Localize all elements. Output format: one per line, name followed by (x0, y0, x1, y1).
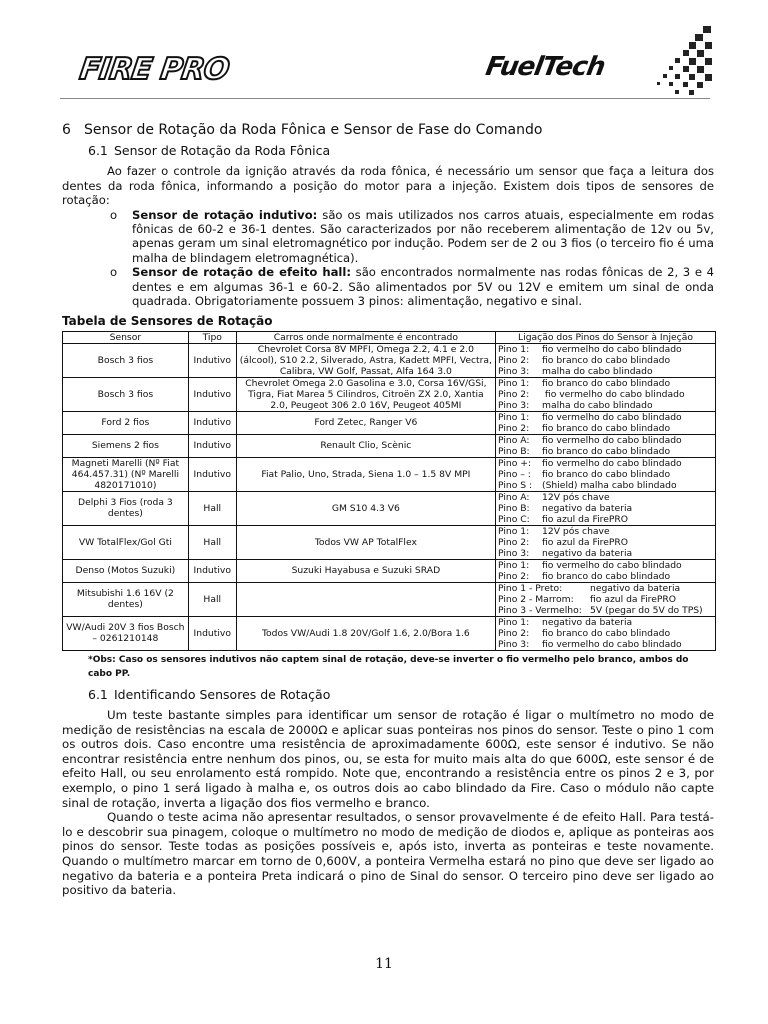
pin-label: Pino 2: (498, 354, 530, 366)
pin-connection: fio azul da FirePRO (542, 536, 629, 548)
sensor-cell: VW TotalFlex/Gol Gti (63, 525, 189, 559)
sensor-cell: Denso (Motos Suzuki) (63, 559, 189, 582)
pin-connection: fio branco do cabo blindado (542, 627, 671, 639)
pin-label: Pino C: (498, 513, 530, 525)
pin-line (498, 400, 713, 411)
pin-line (498, 480, 713, 491)
pin-label: Pino A: (498, 491, 530, 503)
document-body (62, 120, 714, 898)
header-divider (60, 98, 710, 99)
pin-line (498, 435, 713, 446)
subsection-heading-2: 6.1 Identificando Sensores de Rotação (88, 686, 331, 702)
pin-connection: (Shield) malha cabo blindado (542, 479, 677, 491)
cars-cell: Fiat Palio, Uno, Strada, Siena 1.0 – 1.5 8V MPI (236, 457, 495, 491)
pin-connection: negativo da bateria (542, 502, 633, 514)
page-header (0, 0, 768, 110)
pin-connection: fio branco do cabo blindado (542, 445, 671, 457)
pin-line (498, 412, 713, 423)
pin-connection: fio branco do cabo blindado (542, 422, 671, 434)
pin-label: Pino 1: (498, 525, 530, 537)
pin-connection: fio azul da FirePRO (542, 513, 629, 525)
pin-connection: negativo da bateria (542, 547, 633, 559)
pin-label: Pino 1: (498, 559, 530, 571)
pins-cell (496, 559, 716, 582)
pins-cell (496, 434, 716, 457)
pin-line (498, 548, 713, 559)
type-cell: Indutivo (188, 377, 236, 411)
type-cell: Hall (188, 525, 236, 559)
cars-cell: GM S10 4.3 V6 (236, 491, 495, 525)
pin-connection: negativo da bateria (590, 582, 681, 594)
cars-cell: Suzuki Hayabusa e Suzuki SRAD (236, 559, 495, 582)
pin-label: Pino 2: (498, 570, 530, 582)
pins-cell (496, 411, 716, 434)
pin-label: Pino 3: (498, 638, 530, 650)
pin-connection: fio vermelho do cabo blindado (542, 434, 682, 446)
pin-line (498, 560, 713, 571)
checkered-flag-icon (645, 22, 715, 98)
pin-line (498, 639, 713, 650)
pins-cell (496, 525, 716, 559)
pin-connection: fio branco do cabo blindado (542, 377, 671, 389)
pin-line (498, 423, 713, 434)
pins-cell (496, 457, 716, 491)
column-header: Carros onde normalmente é encontrado (236, 331, 495, 343)
pin-label: Pino 2: (498, 627, 530, 639)
pins-cell (496, 616, 716, 650)
pin-line (498, 514, 713, 525)
pin-line (498, 378, 713, 389)
pin-connection: fio vermelho do cabo blindado (542, 343, 682, 355)
pin-connection: fio vermelho do cabo blindado (542, 411, 682, 423)
table-row (63, 457, 716, 491)
pin-connection: 12V pós chave (542, 525, 610, 537)
sensor-cell: VW/Audi 20V 3 fios Bosch – 0261210148 (63, 616, 189, 650)
page-number: 11 (375, 956, 393, 972)
table-row (63, 343, 716, 377)
table-row (63, 377, 716, 411)
cars-cell: Renault Clio, Scènic (236, 434, 495, 457)
type-cell: Indutivo (188, 559, 236, 582)
table-row (63, 491, 716, 525)
type-cell: Indutivo (188, 343, 236, 377)
pin-line (498, 458, 713, 469)
section-heading: 6 Sensor de Rotação da Roda Fônica e Sensor de Fase do Comando (62, 122, 543, 138)
table-header-row (63, 331, 716, 343)
table-row (63, 434, 716, 457)
pin-line (498, 446, 713, 457)
subsection-heading-1: 6.1 Sensor de Rotação da Roda Fônica (88, 143, 331, 158)
sensor-cell: Bosch 3 fios (63, 377, 189, 411)
pin-label: Pino 2: (498, 422, 530, 434)
pins-cell (496, 343, 716, 377)
pin-line (498, 628, 713, 639)
pin-label: Pino 1: (498, 616, 530, 628)
pin-line (498, 344, 713, 355)
pin-label: Pino 1 - Preto: (498, 582, 563, 594)
type-cell: Indutivo (188, 411, 236, 434)
type-cell: Indutivo (188, 434, 236, 457)
pin-connection: negativo da bateria (542, 616, 633, 628)
pin-line (498, 583, 713, 594)
pin-connection: fio branco do cabo blindado (542, 468, 671, 480)
sensor-cell: Mitsubishi 1.6 16V (2 dentes) (63, 582, 189, 616)
pin-label: Pino S : (498, 479, 533, 491)
table-row (63, 525, 716, 559)
pin-label: Pino 1: (498, 411, 530, 423)
pin-connection: fio azul da FirePRO (590, 593, 677, 605)
cars-cell: Ford Zetec, Ranger V6 (236, 411, 495, 434)
sensor-type-list (62, 208, 714, 309)
pin-label: Pino 3: (498, 399, 530, 411)
cars-cell (236, 582, 495, 616)
pin-line (498, 492, 713, 503)
pin-line (498, 526, 713, 537)
pin-label: Pino A: (498, 434, 530, 446)
paragraph: Quando o teste acima não apresentar resultados, o sensor provavelmente é de efeito Hall. Para testá-lo e descobrir sua pinagem, coloque o multímetro no modo de medição de diodos e, aplique as ponteiras aos pinos do sensor. Teste todas as posições possíveis e, após isto, inverta as ponteiras e teste novamente. Quando o multímetro marcar em torno de 0,600V, a ponteira Vermelha estará no pino que deve ser ligado ao negativo da bateria e a ponteira Preta indicará o pino de Sinal do sensor. O terceiro pino deve ser ligado ao positivo da bateria. (62, 810, 714, 898)
pin-connection: fio vermelho do cabo blindado (542, 559, 682, 571)
type-cell: Indutivo (188, 457, 236, 491)
table-row (63, 411, 716, 434)
pin-label: Pino 1: (498, 377, 530, 389)
pin-label: Pino B: (498, 502, 530, 514)
pin-connection: 12V pós chave (542, 491, 610, 503)
pin-line (498, 617, 713, 628)
list-item: o Sensor de rotação indutivo: são os mais utilizados nos carros atuais, especialmente em rodas fônicas de 60-2 e 36-1 dentes. São caracterizados por não receberem alimentação de 12v ou 5v, apenas geram um sinal eletromagnético por indução. Podem ser de 2 ou 3 fios (o terceiro fio é uma malha de blindagem eletromagnética). (110, 207, 714, 265)
pin-connection: malha do cabo blindado (542, 399, 653, 411)
pins-cell (496, 377, 716, 411)
pin-label: Pino – : (498, 468, 531, 480)
pin-line (498, 366, 713, 377)
pin-line (498, 605, 713, 616)
sensor-cell: Delphi 3 Fios (roda 3 dentes) (63, 491, 189, 525)
sensor-cell: Siemens 2 fios (63, 434, 189, 457)
pin-line (498, 571, 713, 582)
list-item: o Sensor de rotação de efeito hall: são encontrados normalmente nas rodas fônicas de 2, 3 e 4 dentes e em algumas 36-1 e 60-2. São alimentados por 5V ou 12V e emitem um sinal de onda quadrada. Obrigatoriamente possuem 3 pinos: alimentação, negativo e sinal. (110, 265, 714, 309)
pins-cell (496, 491, 716, 525)
cars-cell: Todos VW AP TotalFlex (236, 525, 495, 559)
pin-connection: fio branco do cabo blindado (542, 354, 671, 366)
pin-line (498, 355, 713, 366)
pin-label: Pino 3 - Vermelho: (498, 604, 582, 616)
table-note: *Obs: Caso os sensores indutivos não captem sinal de rotação, deve-se inverter o fio vermelho pelo branco, ambos do cabo PP. (88, 654, 689, 680)
pin-connection: malha do cabo blindado (542, 365, 653, 377)
pin-connection: fio branco do cabo blindado (542, 570, 671, 582)
pin-line (498, 389, 713, 400)
pin-label: Pino 2: (498, 388, 530, 400)
pin-label: Pino +: (498, 457, 532, 469)
pins-cell (496, 582, 716, 616)
pin-label: Pino 2 - Marrom: (498, 593, 574, 605)
table-title: Tabela de Sensores de Rotação (62, 314, 273, 329)
cars-cell: Chevrolet Corsa 8V MPFI, Omega 2.2, 4.1 e 2.0 (álcool), S10 2.2, Silverado, Astra, Kadett MPFI, Vectra, Calibra, VW Golf, Passat, Alfa 164 3.0 (236, 343, 495, 377)
fueltech-logo: FuelTech (483, 52, 607, 82)
type-cell: Indutivo (188, 616, 236, 650)
sensor-table (62, 331, 716, 651)
sensor-cell: Bosch 3 fios (63, 343, 189, 377)
pin-line (498, 594, 713, 605)
pin-label: Pino 1: (498, 343, 530, 355)
column-header: Sensor (63, 331, 189, 343)
column-header: Tipo (188, 331, 236, 343)
column-header: Ligação dos Pinos do Sensor à Injeção (496, 331, 716, 343)
paragraph: Um teste bastante simples para identificar um sensor de rotação é ligar o multímetro no modo de medição de resistências na escala de 2000Ω e aplicar suas ponteiras nos pinos do sensor. Teste o pino 1 com os outros dois. Caso encontre uma resistência de aproximadamente 600Ω, este sensor é indutivo. Se não encontrar resistência entre nenhum dos pinos, ou, se esta for muito mais alta do que 600Ω, este sensor é de efeito Hall, ou seu enrolamento está rompido. Note que, encontrando a resistência entre os pinos 2 e 3, por exemplo, o pino 1 será ligado à malha e, os outros dois ao cabo blindado da Fire. Caso o módulo não capte sinal de rotação, inverta a ligação dos fios vermelho e branco. (62, 708, 714, 810)
sensor-cell: Ford 2 fios (63, 411, 189, 434)
table-row (63, 582, 716, 616)
pin-connection: fio vermelho do cabo blindado (542, 457, 682, 469)
pin-label: Pino 3: (498, 365, 530, 377)
pin-line (498, 469, 713, 480)
table-row (63, 559, 716, 582)
intro-paragraph: Ao fazer o controle da ignição através da roda fônica, é necessário um sensor que faça a leitura dos dentes da roda fônica, informando a posição do motor para a injeção. Existem dois tipos de sensores de rotação: (62, 164, 714, 208)
pin-line (498, 503, 713, 514)
table-row (63, 616, 716, 650)
pin-line (498, 537, 713, 548)
firepro-logo: FIRE PRO (77, 52, 231, 87)
type-cell: Hall (188, 491, 236, 525)
pin-label: Pino B: (498, 445, 530, 457)
pin-connection: fio vermelho do cabo blindado (542, 638, 682, 650)
pin-connection: 5V (pegar do 5V do TPS) (590, 604, 703, 616)
pin-label: Pino 2: (498, 536, 530, 548)
pin-connection: fio vermelho do cabo blindado (542, 388, 685, 400)
cars-cell: Chevrolet Omega 2.0 Gasolina e 3.0, Corsa 16V/GSi, Tigra, Fiat Marea 5 Cilindros, Citroën ZX 2.0, Xantia 2.0, Peugeot 306 2.0 16V, Peugeot 405MI (236, 377, 495, 411)
type-cell: Hall (188, 582, 236, 616)
sensor-cell: Magneti Marelli (Nº Fiat 464.457.31) (Nº Marelli 4820171010) (63, 457, 189, 491)
cars-cell: Todos VW/Audi 1.8 20V/Golf 1.6, 2.0/Bora 1.6 (236, 616, 495, 650)
pin-label: Pino 3: (498, 547, 530, 559)
